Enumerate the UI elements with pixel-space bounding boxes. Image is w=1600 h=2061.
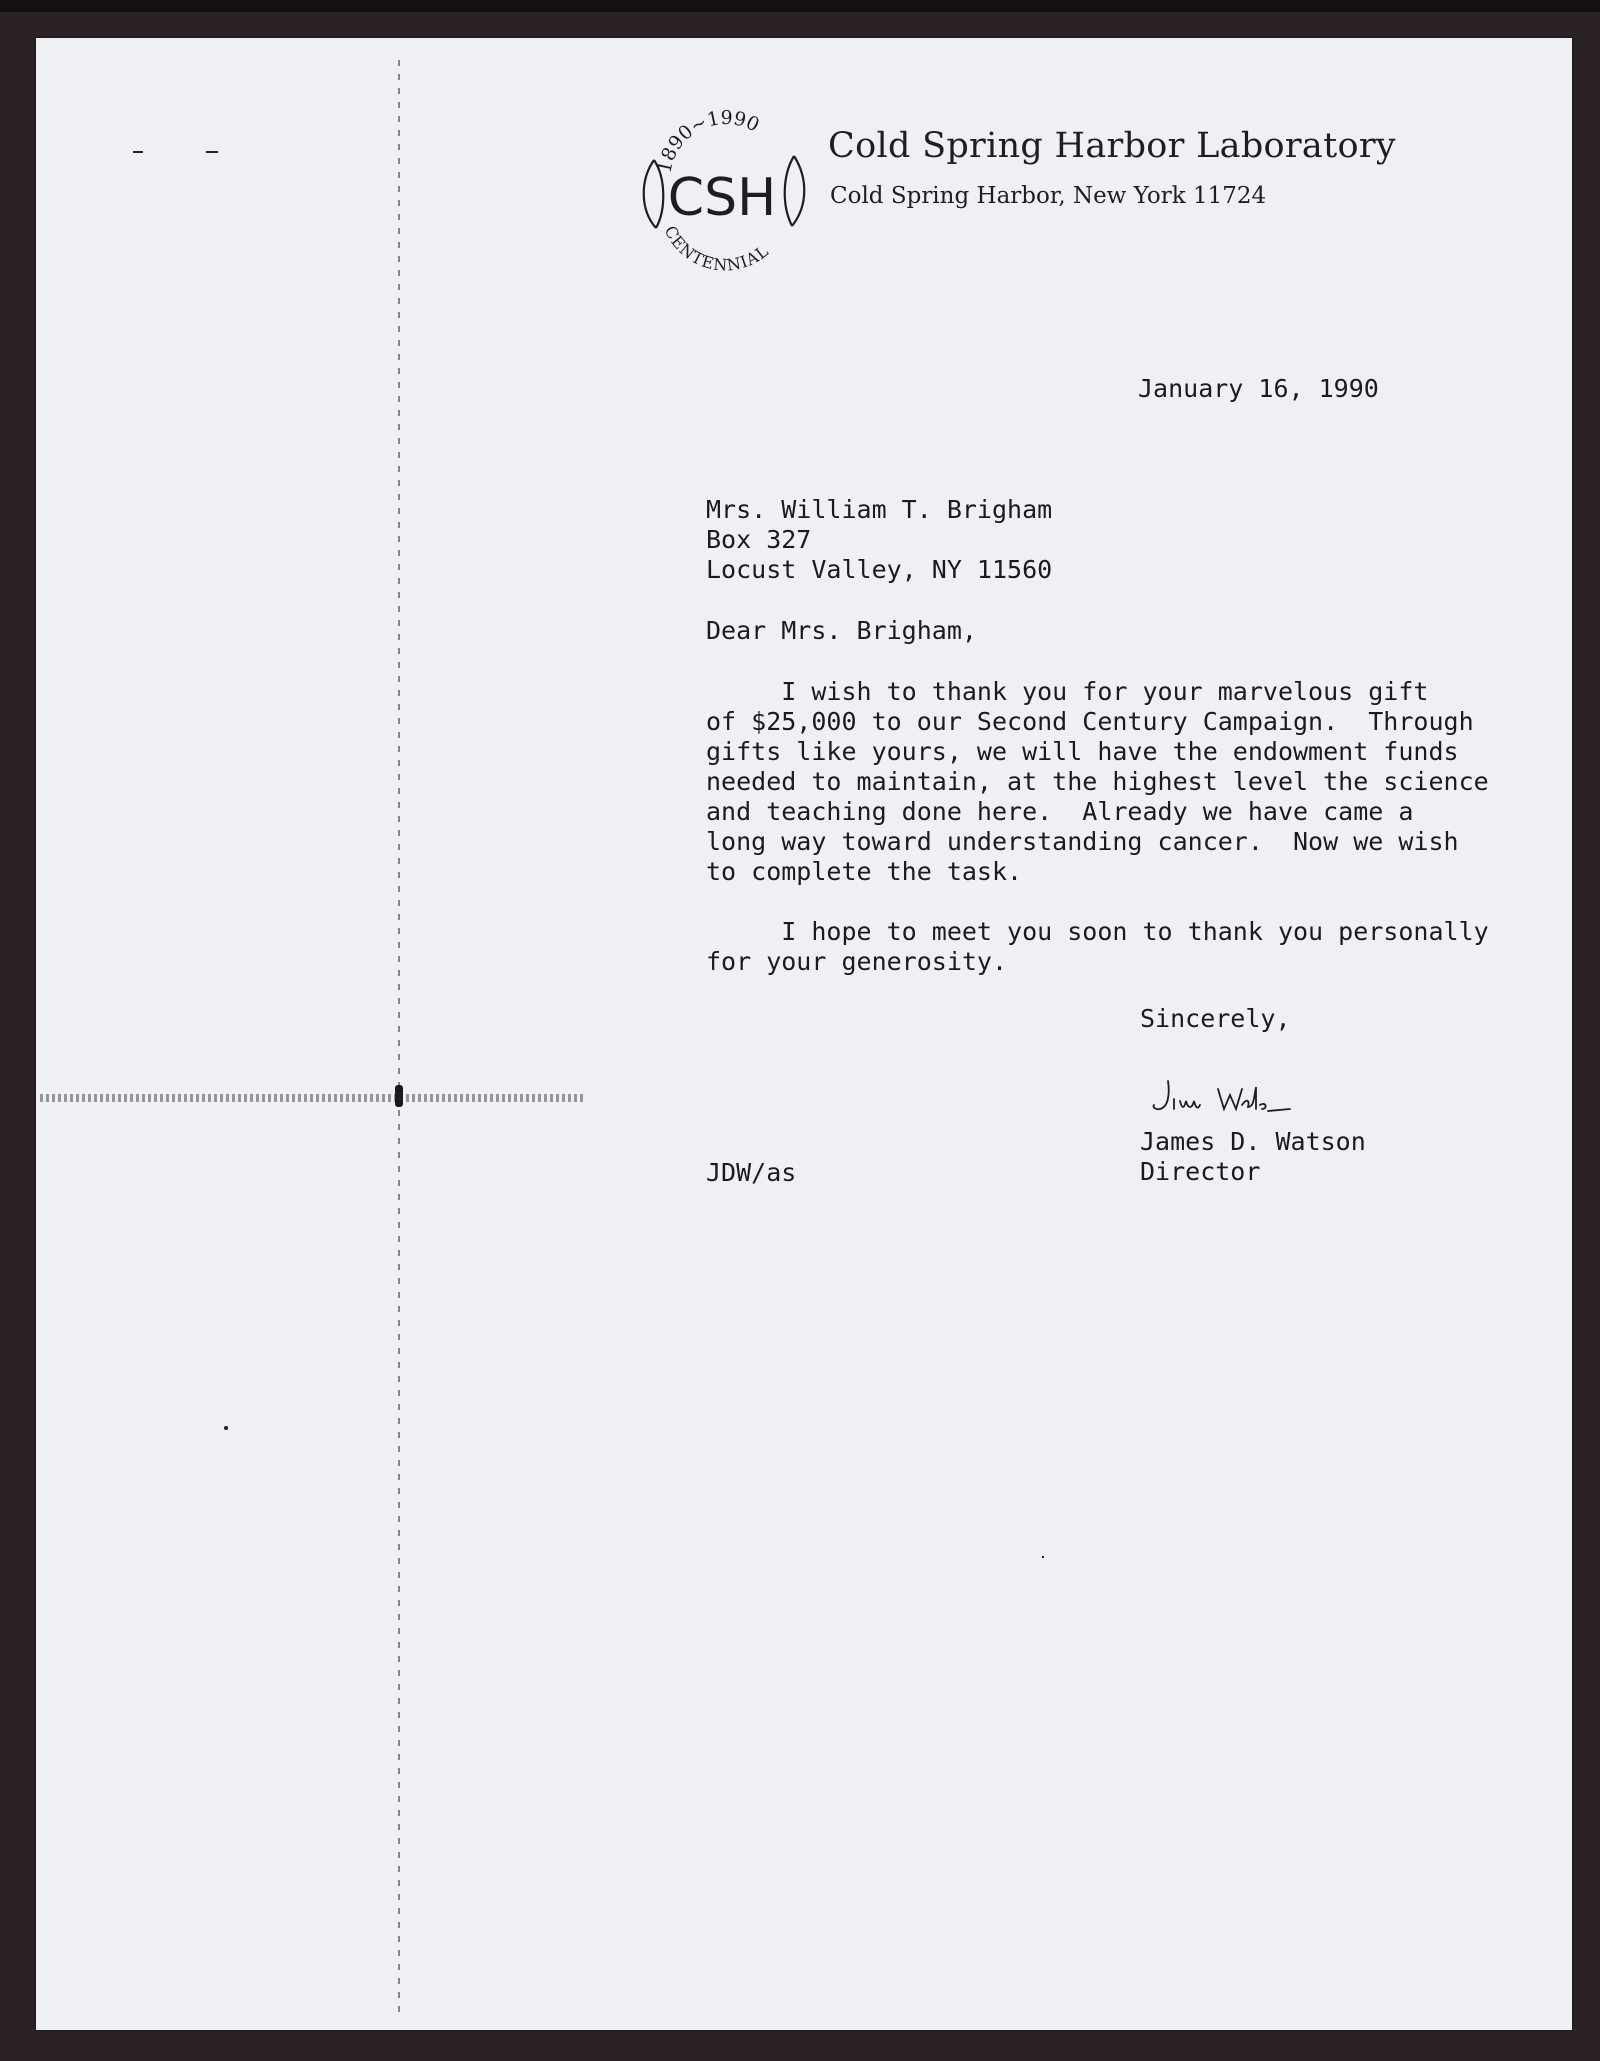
paragraph-line: of $25,000 to our Second Century Campaign. Through [706,707,1474,736]
paragraph-line: to complete the task. [706,857,1023,886]
paragraph-line: and teaching done here. Already we have came a [706,797,1414,826]
paragraph-line: long way toward understanding cancer. Now we wish [706,827,1459,856]
recipient-address [706,495,1052,585]
signer-title: Director [1140,1157,1261,1186]
recipient-line: Mrs. William T. Brigham [706,495,1053,524]
logo-years-text: 1890~1990 [653,106,763,176]
logo-initials: CSH [667,168,777,228]
letter-page [36,38,1572,2030]
paragraph-line: needed to maintain, at the highest level the science [706,767,1489,796]
laboratory-address: Cold Spring Harbor, New York 11724 [830,183,1267,209]
laboratory-name: Cold Spring Harbor Laboratory [828,126,1396,166]
paper-speck [133,151,143,153]
closing: Sincerely, [1140,1004,1291,1033]
body-paragraph-2 [706,917,1489,977]
paragraph-line: I wish to thank you for your marvelous gift [706,677,1429,706]
reference-initials: JDW/as [706,1158,797,1187]
letter-date: January 16, 1990 [1138,374,1379,403]
signer-name: James D. Watson [1140,1127,1366,1156]
logo-ribbon-text: CENTENNIAL [660,222,773,275]
frame-edge [0,0,1600,12]
vertical-fold-line [398,60,400,2020]
paragraph-line: gifts like yours, we will have the endowment funds [706,737,1459,766]
paper-speck [1042,1556,1044,1558]
recipient-line: Locust Valley, NY 11560 [706,555,1053,584]
body-paragraph-1 [706,677,1489,887]
signer-block [1140,1127,1366,1187]
paper-speck [206,151,218,153]
salutation: Dear Mrs. Brigham, [706,616,977,645]
horizontal-fold-line [40,1094,585,1102]
fold-crease-mark [395,1085,403,1107]
paragraph-line: for your generosity. [706,947,1008,976]
handwritten-signature [1150,1075,1300,1120]
paper-speck [224,1426,228,1430]
csh-centennial-logo [632,100,812,280]
paragraph-line: I hope to meet you soon to thank you personally [706,917,1489,946]
recipient-line: Box 327 [706,525,812,554]
